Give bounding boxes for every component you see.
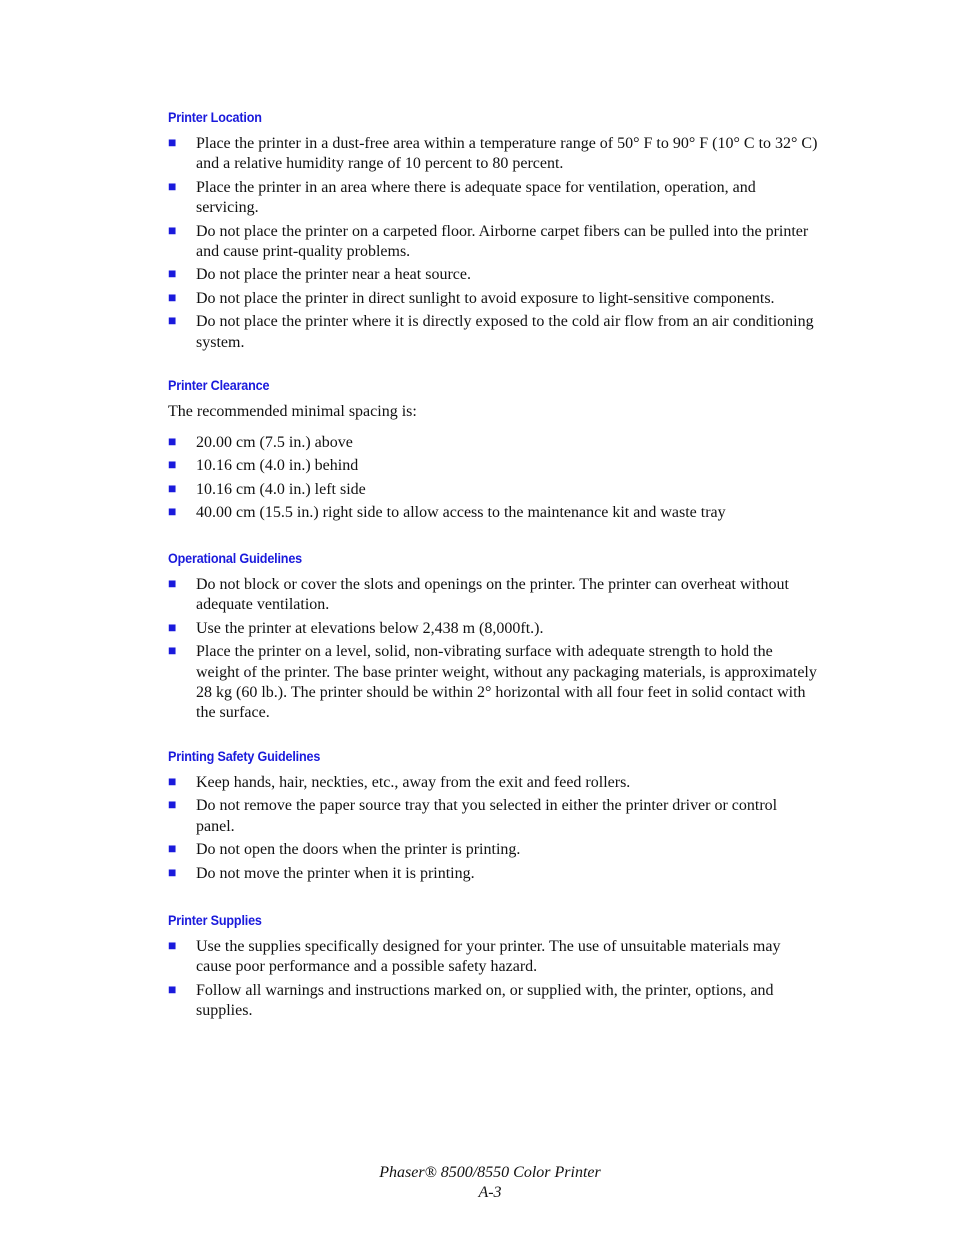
list-item-text: Do not place the printer near a heat source. xyxy=(196,266,471,284)
list-item-text: Do not remove the paper source tray that you selected in either the printer driver or control panel. xyxy=(196,797,778,835)
list-item xyxy=(168,619,818,639)
square-bullet-icon: ■ xyxy=(168,458,177,474)
section-heading: Operational Guidelines xyxy=(168,550,302,566)
list-item xyxy=(168,265,818,285)
list-item xyxy=(168,289,818,309)
section-heading: Printing Safety Guidelines xyxy=(168,748,321,764)
list-item xyxy=(168,937,818,978)
square-bullet-icon: ■ xyxy=(168,939,177,954)
list-item xyxy=(168,840,818,860)
square-bullet-icon: ■ xyxy=(168,223,177,239)
list-item-text: Keep hands, hair, neckties, etc., away from the exit and feed rollers. xyxy=(196,774,631,791)
square-bullet-icon: ■ xyxy=(168,842,177,858)
list-item xyxy=(168,503,818,523)
page-footer xyxy=(0,1163,954,1203)
list-item xyxy=(168,178,818,219)
list-item-text: Place the printer in an area where there is adequate space for ventilation, operation, and servicing. xyxy=(196,178,756,217)
list-item-text: Do not open the doors when the printer is printing. xyxy=(196,841,521,859)
list-item-text: Use the printer at elevations below 2,438 m (8,000ft.). xyxy=(196,619,544,637)
square-bullet-icon: ■ xyxy=(168,620,177,636)
square-bullet-icon: ■ xyxy=(168,290,177,306)
section-printer-supplies xyxy=(168,911,818,1025)
section-heading: Printer Clearance xyxy=(168,377,270,393)
list-item-text: Use the supplies specifically designed for your printer. The use of unsuitable materials may cause poor performance and a possible safety hazard. xyxy=(196,938,781,976)
section-operational-guidelines xyxy=(168,549,818,727)
list-item-text: Do not move the printer when it is printing. xyxy=(196,864,475,882)
square-bullet-icon: ■ xyxy=(168,314,177,330)
list-item xyxy=(168,773,818,793)
list-item-text: 20.00 cm (7.5 in.) above xyxy=(196,434,353,451)
list-item xyxy=(168,433,818,453)
list-item xyxy=(168,575,818,616)
list-item-text: Follow all warnings and instructions marked on, or supplied with, the printer, options, and supplies. xyxy=(196,981,774,1020)
list-item-text: Do not block or cover the slots and openings on the printer. The printer can overheat without adequate ventilation. xyxy=(196,576,789,614)
square-bullet-icon: ■ xyxy=(168,481,177,497)
list-item-text: 10.16 cm (4.0 in.) left side xyxy=(196,480,366,498)
section-heading: Printer Location xyxy=(168,109,262,125)
list-item-text: Place the printer in a dust-free area within a temperature range of 50° F to 90° F (10° C to 32° C) and a relative humidity range of 10 percent to 80 percent. xyxy=(196,135,818,173)
square-bullet-icon: ■ xyxy=(168,435,177,450)
section-printer-clearance xyxy=(168,376,818,527)
list-item xyxy=(168,134,818,175)
square-bullet-icon: ■ xyxy=(168,798,177,814)
square-bullet-icon: ■ xyxy=(168,865,177,881)
square-bullet-icon: ■ xyxy=(168,136,177,151)
square-bullet-icon: ■ xyxy=(168,644,177,660)
section-printing-safety xyxy=(168,747,818,887)
square-bullet-icon: ■ xyxy=(168,775,177,790)
square-bullet-icon: ■ xyxy=(168,577,177,592)
square-bullet-icon: ■ xyxy=(168,505,177,521)
list-item xyxy=(168,222,818,263)
list-item xyxy=(168,981,818,1022)
list-item xyxy=(168,480,818,500)
bullet-list xyxy=(168,134,818,353)
bullet-list xyxy=(168,433,818,524)
list-item xyxy=(168,864,818,884)
list-item-text: 40.00 cm (15.5 in.) right side to allow access to the maintenance kit and waste tray xyxy=(196,504,726,522)
bullet-list xyxy=(168,937,818,1022)
list-item-text: Do not place the printer where it is directly exposed to the cold air flow from an air conditioning system. xyxy=(196,313,814,351)
list-item-text: Do not place the printer in direct sunlight to avoid exposure to light-sensitive components. xyxy=(196,289,775,307)
footer-title: Phaser® 8500/8550 Color Printer xyxy=(379,1164,601,1181)
list-item xyxy=(168,312,818,353)
section-heading: Printer Supplies xyxy=(168,912,262,928)
section-printer-location xyxy=(168,108,818,356)
list-item xyxy=(168,796,818,837)
square-bullet-icon: ■ xyxy=(168,267,177,283)
bullet-list xyxy=(168,575,818,724)
intro-text: The recommended minimal spacing is: xyxy=(168,403,417,420)
page-number: A-3 xyxy=(478,1184,502,1201)
list-item-text: 10.16 cm (4.0 in.) behind xyxy=(196,457,359,475)
bullet-list xyxy=(168,773,818,884)
square-bullet-icon: ■ xyxy=(168,982,177,998)
list-item-text: Place the printer on a level, solid, non-vibrating surface with adequate strength to hold the weight of the printer. The base printer weight, without any packaging materials, is approximately 28 kg (60 lb.). The printer should be within 2° horizontal with all four feet in solid contact with the surface. xyxy=(196,643,817,722)
list-item xyxy=(168,456,818,476)
list-item-text: Do not place the printer on a carpeted floor. Airborne carpet fibers can be pulled into the printer and cause print-quality problems. xyxy=(196,222,809,261)
square-bullet-icon: ■ xyxy=(168,179,177,195)
list-item xyxy=(168,642,818,724)
